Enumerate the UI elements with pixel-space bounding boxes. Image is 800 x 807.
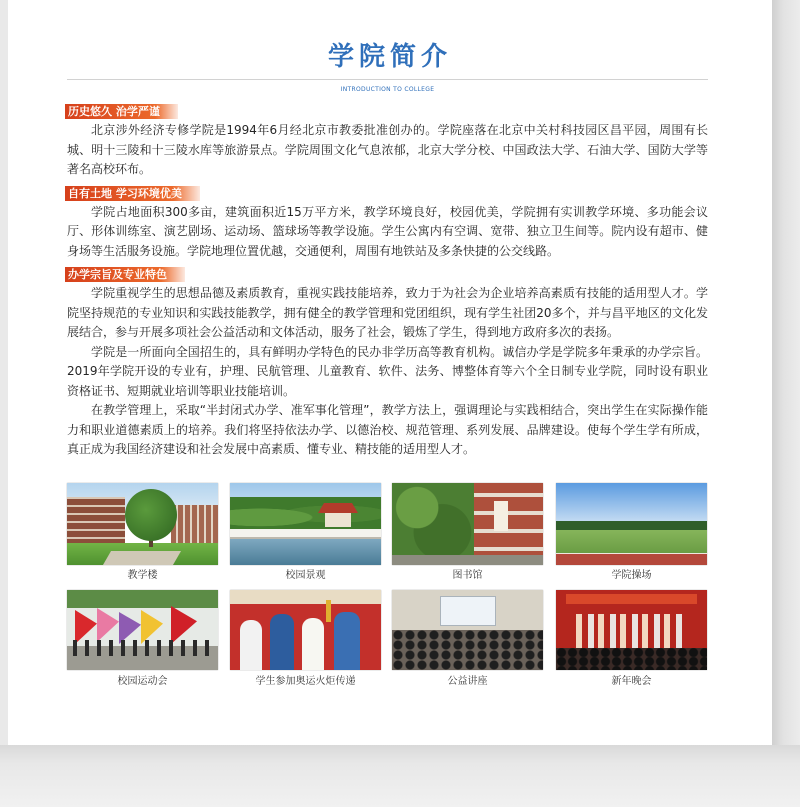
building [171, 505, 218, 545]
section-mission [67, 263, 708, 460]
photo-caption: 校园运动会 [117, 676, 168, 687]
performers [576, 614, 686, 648]
photo-caption: 学院操场 [611, 570, 652, 581]
section-heading: 自有土地 学习环境优美 [65, 186, 200, 201]
title-divider [67, 79, 708, 80]
photo-caption: 教学楼 [127, 570, 158, 581]
page-title: 学院简介 [327, 42, 452, 72]
photo-caption: 图书馆 [452, 570, 483, 581]
section-heading: 历史悠久 治学严谨 [65, 104, 178, 119]
section-heading: 办学宗旨及专业特色 [65, 267, 185, 282]
person [240, 620, 262, 670]
scan-edge-bottom [0, 745, 800, 807]
photo-library [392, 483, 543, 565]
trees [392, 483, 476, 565]
paragraph: 在教学管理上，采取“半封闭式办学、准军事化管理”，教学方法上，强调理论与实践相结合，突出学生在实际操作能力和职业道德素质上的培养。我们将坚持依法办学、以德治校、规范管理、系列发展、品牌建设。使每个学生学有所成，真正成为我国经济建设和社会发展中高素质、懂专业、精技能的适用型人才。 [67, 403, 708, 456]
ground [392, 555, 543, 565]
photo-caption: 校园景观 [285, 570, 326, 581]
scan-edge-right [772, 0, 800, 807]
field [556, 530, 707, 553]
tree [125, 489, 177, 541]
paragraph: 学院占地面积300多亩，建筑面积近15万平方米，教学环境良好，校园优美，学院拥有实训教学环境、多功能会议厅、形体训练室、演艺剧场、运动场、篮球场等教学设施。学生公寓内有空调、宽带、独立卫生间等。院内设有超市、健身场等生活服务设施。学院地理位置优越，交通便利，周围有地铁站及多条快捷的公交线路。 [67, 204, 708, 258]
scan-edge-left [0, 0, 8, 807]
audience [556, 648, 707, 670]
person [302, 618, 324, 670]
section-history [67, 100, 708, 180]
library-sign [494, 501, 508, 531]
marching-students [73, 640, 213, 656]
intro-content [67, 100, 708, 462]
torch [326, 600, 331, 622]
photo-sports-meet [67, 590, 218, 670]
paragraph: 学院重视学生的思想品德及素质教育，重视实践技能培养，致力于为社会为企业培养高素质有技能的适用型人才。学院坚持规范的专业知识和实践技能教学，拥有健全的教学管理和党团组织，现有学生社团20多个，并与昌平地区的文化发展结合，参与开展多项社会公益活动和文体活动，服务了社会，锻炼了学生，得到地方政府多次的表扬。 [67, 286, 708, 339]
photo-caption: 学生参加奥运火炬传递 [255, 676, 356, 687]
photo-sports-ground [556, 483, 707, 565]
page-subtitle: INTRODUCTION TO COLLEGE [340, 86, 435, 93]
running-track [556, 553, 707, 565]
stage-banner [566, 594, 697, 604]
photo-caption: 新年晚会 [611, 676, 652, 687]
paragraph: 北京涉外经济专修学院是1994年6月经北京市教委批准创办的。学院座落在北京中关村科技园区昌平园，周围有长城、明十三陵和十三陵水库等旅游景点。学院周围文化气息浓郁，北京大学分校、中国政法大学、石油大学、国防大学等著名高校环布。 [67, 123, 708, 176]
photo-caption: 公益讲座 [447, 676, 488, 687]
paragraph: 学院是一所面向全国招生的，具有鲜明办学特色的民办非学历高等教育机构。诚信办学是学院多年秉承的办学宗旨。2019年学院开设的专业有，护理、民航管理、儿童教育、软件、法务、博整体育等六个全日制专业学院，同时设有职业资格证书、短期就业培训等职业技能培训。 [67, 344, 708, 398]
water [230, 539, 381, 565]
person [270, 614, 294, 670]
photo-campus-scenery [230, 483, 381, 565]
photo-torch-relay [230, 590, 381, 670]
audience [392, 630, 543, 670]
banner [230, 590, 381, 604]
trees [67, 590, 218, 608]
path [103, 551, 181, 565]
projection-screen [440, 596, 496, 626]
photo-teaching-building [67, 483, 218, 565]
section-campus [67, 182, 708, 262]
person [334, 612, 360, 670]
treeline [556, 521, 707, 530]
building [67, 497, 125, 545]
photo-public-lecture [392, 590, 543, 670]
pavilion [325, 513, 351, 527]
trees [230, 497, 381, 531]
bridge [230, 529, 381, 539]
pavilion-roof [318, 503, 358, 513]
photo-new-year-party [556, 590, 707, 670]
library-building [474, 483, 543, 565]
